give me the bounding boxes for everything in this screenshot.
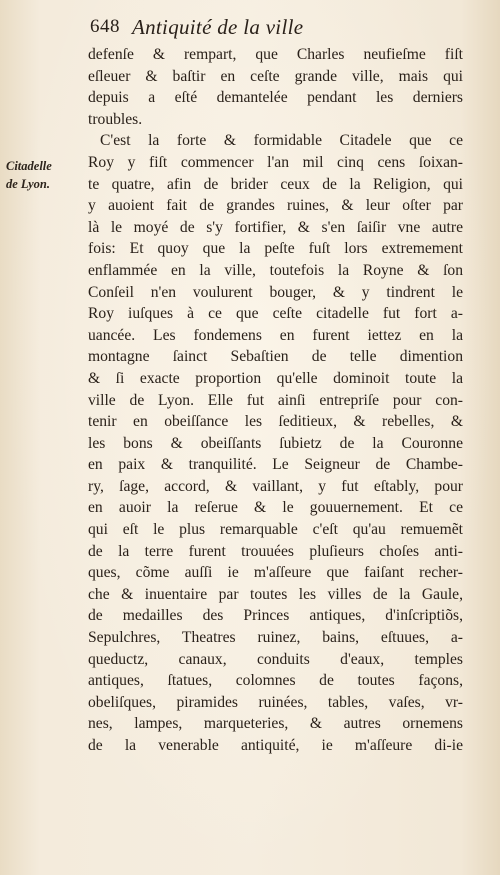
text-line: de la venerable antiquité, ie m'aſſeure di-ie: [88, 737, 463, 754]
text-line: Roy y fiſt commencer l'an mil cinq cens ſoixan-: [88, 153, 463, 171]
text-line: là le moyé de s'y fortifier, & s'en ſaiſir vne autre: [88, 218, 463, 236]
text-line: qui eſt le plus remarquable c'eſt qu'au remuemẽt: [88, 521, 463, 539]
text-line: tenir en obeiſſance les ſeditieux, & rebelles, &: [88, 413, 463, 431]
text-line: en auoir la reſerue & le gouuernement. Et ce: [88, 499, 463, 517]
text-line: obeliſques, piramides ruinées, tables, vaſes, vr-: [88, 693, 463, 711]
text-line: les bons & obeiſſants ſubietz de la Couronne: [88, 434, 463, 452]
text-line: queductz, canaux, conduits d'eaux, temples: [88, 650, 463, 668]
page-header: [90, 16, 470, 42]
margin-note-line: Citadelle: [6, 159, 52, 173]
body-text: [88, 44, 463, 757]
text-line: uancée. Les fondemens en furent iettez en la: [88, 326, 463, 344]
margin-note: [6, 157, 68, 193]
text-line: depuis a eſté demantelée pendant les derniers: [88, 89, 463, 107]
text-line: antiques, ſtatues, colomnes de toutes façons,: [88, 672, 463, 690]
text-line: defenſe & rempart, que Charles neufieſme fiſt: [88, 46, 463, 63]
text-line: fois: Et quoy que la peſte fuſt lors extremement: [88, 240, 463, 258]
text-line: de medailles des Princes antiques, d'inſcriptiõs,: [88, 607, 463, 625]
text-line: ques, cõme auſſi ie m'aſſeure que faiſant recher-: [88, 564, 463, 582]
text-line: Roy iuſques à ce que ceſte citadelle fut fort a-: [88, 305, 463, 323]
text-line: Conſeil n'en voulurent bouger, & y tindrent le: [88, 283, 463, 301]
text-line: nes, lampes, marqueteries, & autres ornemens: [88, 715, 463, 733]
margin-note-line: de Lyon.: [6, 177, 50, 191]
text-line: che & inuentaire par toutes les villes de la Gaule,: [88, 585, 463, 603]
text-line: ville de Lyon. Elle fut ainſi entrepriſe pour con-: [88, 391, 463, 409]
text-line: en paix & tranquilité. Le Seigneur de Chambe-: [88, 456, 463, 474]
text-line: C'est la forte & formidable Citadele que ce: [100, 132, 463, 150]
text-line: eſleuer & baſtir en ceſte grande ville, mais qui: [88, 67, 463, 85]
text-line: y auoient fait de grandes ruines, & leur oſter par: [88, 197, 463, 215]
text-line: te quatre, afin de brider ceux de la Religion, qui: [88, 175, 463, 193]
text-line: & ſi exacte proportion qu'elle dominoit toute la: [88, 369, 463, 387]
text-line: ry, ſage, accord, & vaillant, y fut eſtably, pour: [88, 477, 463, 495]
text-line: Sepulchres, Theatres ruinez, bains, eſtuues, a-: [88, 629, 463, 647]
text-line: troubles.: [88, 110, 143, 128]
page-number: 648: [90, 16, 120, 37]
text-line: montagne ſainct Sebaſtien de telle dimention: [88, 348, 463, 366]
text-line: enflammée en la ville, toutefois la Royne & ſon: [88, 261, 463, 279]
running-head: Antiquité de la ville: [132, 15, 304, 39]
text-line: de la terre furent trouuées pluſieurs choſes anti-: [88, 542, 463, 560]
